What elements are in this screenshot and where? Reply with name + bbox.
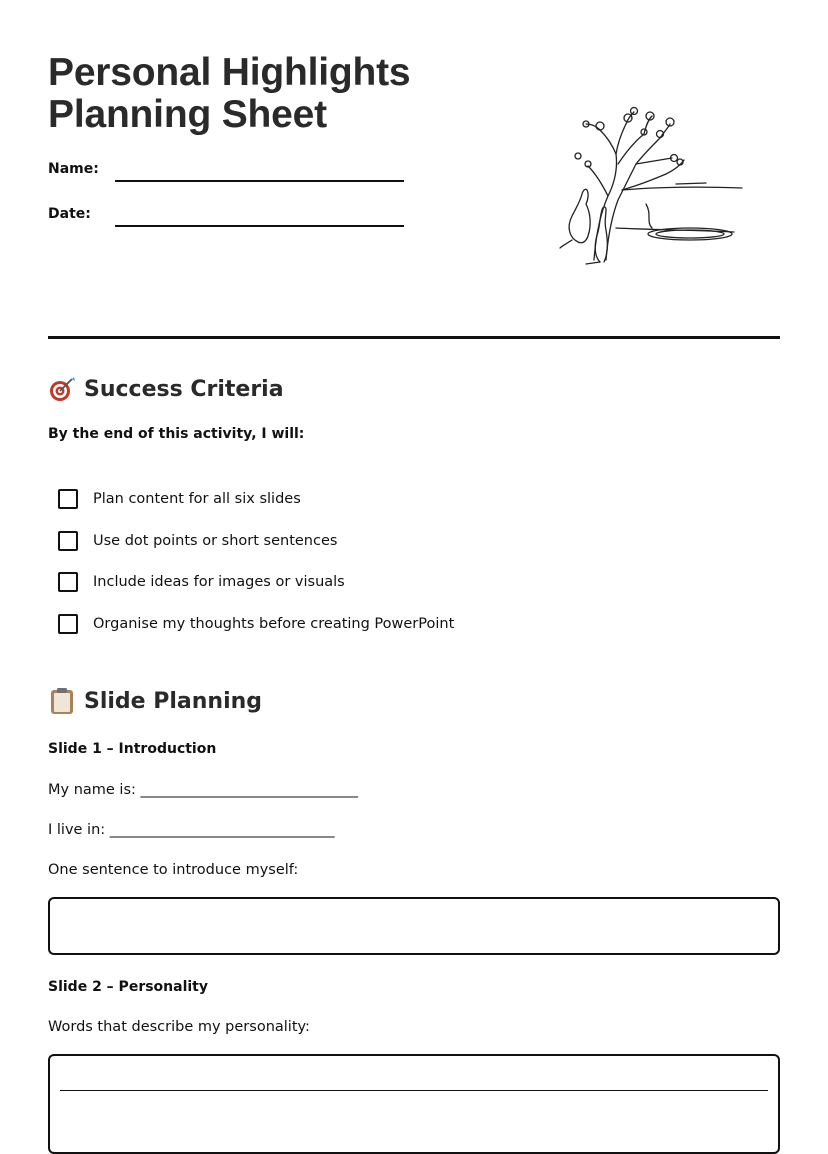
personality-answer-box[interactable]	[48, 1054, 780, 1154]
success-criteria-heading	[48, 374, 284, 404]
slide-2-title: Slide 2 – Personality	[48, 979, 209, 995]
name-field[interactable]	[48, 160, 408, 184]
intro-prompt: One sentence to introduce myself:	[48, 862, 299, 878]
tree-kangaroo-illustration	[556, 104, 752, 270]
personality-prompt: Words that describe my personality:	[48, 1019, 310, 1035]
checklist-item[interactable]	[58, 571, 454, 613]
clipboard-icon	[48, 687, 76, 715]
checklist-item[interactable]	[58, 613, 454, 655]
checklist-item-label: Include ideas for images or visuals	[93, 574, 345, 590]
title-line-1: Personal Highlights	[48, 51, 411, 94]
live-prompt[interactable]: I live in: _______________________________	[48, 822, 335, 838]
page-title	[48, 52, 410, 136]
checklist-item-label: Organise my thoughts before creating PowerPoint	[93, 615, 455, 632]
checklist-item-label: Use dot points or short sentences	[93, 532, 338, 549]
checkbox[interactable]	[58, 572, 78, 592]
criteria-intro: By the end of this activity, I will:	[48, 426, 305, 442]
section-divider	[48, 336, 780, 339]
dartboard-icon	[48, 375, 76, 403]
checkbox[interactable]	[58, 531, 78, 551]
name-prompt[interactable]: My name is: ______________________________	[48, 782, 359, 798]
success-checklist	[58, 488, 454, 654]
title-line-2: Planning Sheet	[48, 93, 327, 136]
date-label: Date:	[48, 206, 91, 222]
success-criteria-title: Success Criteria	[84, 376, 284, 402]
date-field[interactable]	[48, 205, 408, 229]
slide-1-title: Slide 1 – Introduction	[48, 741, 217, 757]
checkbox[interactable]	[58, 614, 78, 634]
intro-answer-box[interactable]	[48, 897, 780, 955]
name-label: Name:	[48, 161, 99, 177]
checklist-item-label: Plan content for all six slides	[93, 491, 301, 507]
writing-line	[60, 1090, 768, 1091]
date-underline[interactable]	[115, 225, 404, 227]
name-underline[interactable]	[115, 180, 404, 182]
slide-planning-heading	[48, 686, 262, 716]
checklist-item[interactable]	[58, 488, 454, 530]
checkbox[interactable]	[58, 489, 78, 509]
checklist-item[interactable]	[58, 530, 454, 572]
slide-planning-title: Slide Planning	[84, 688, 263, 714]
